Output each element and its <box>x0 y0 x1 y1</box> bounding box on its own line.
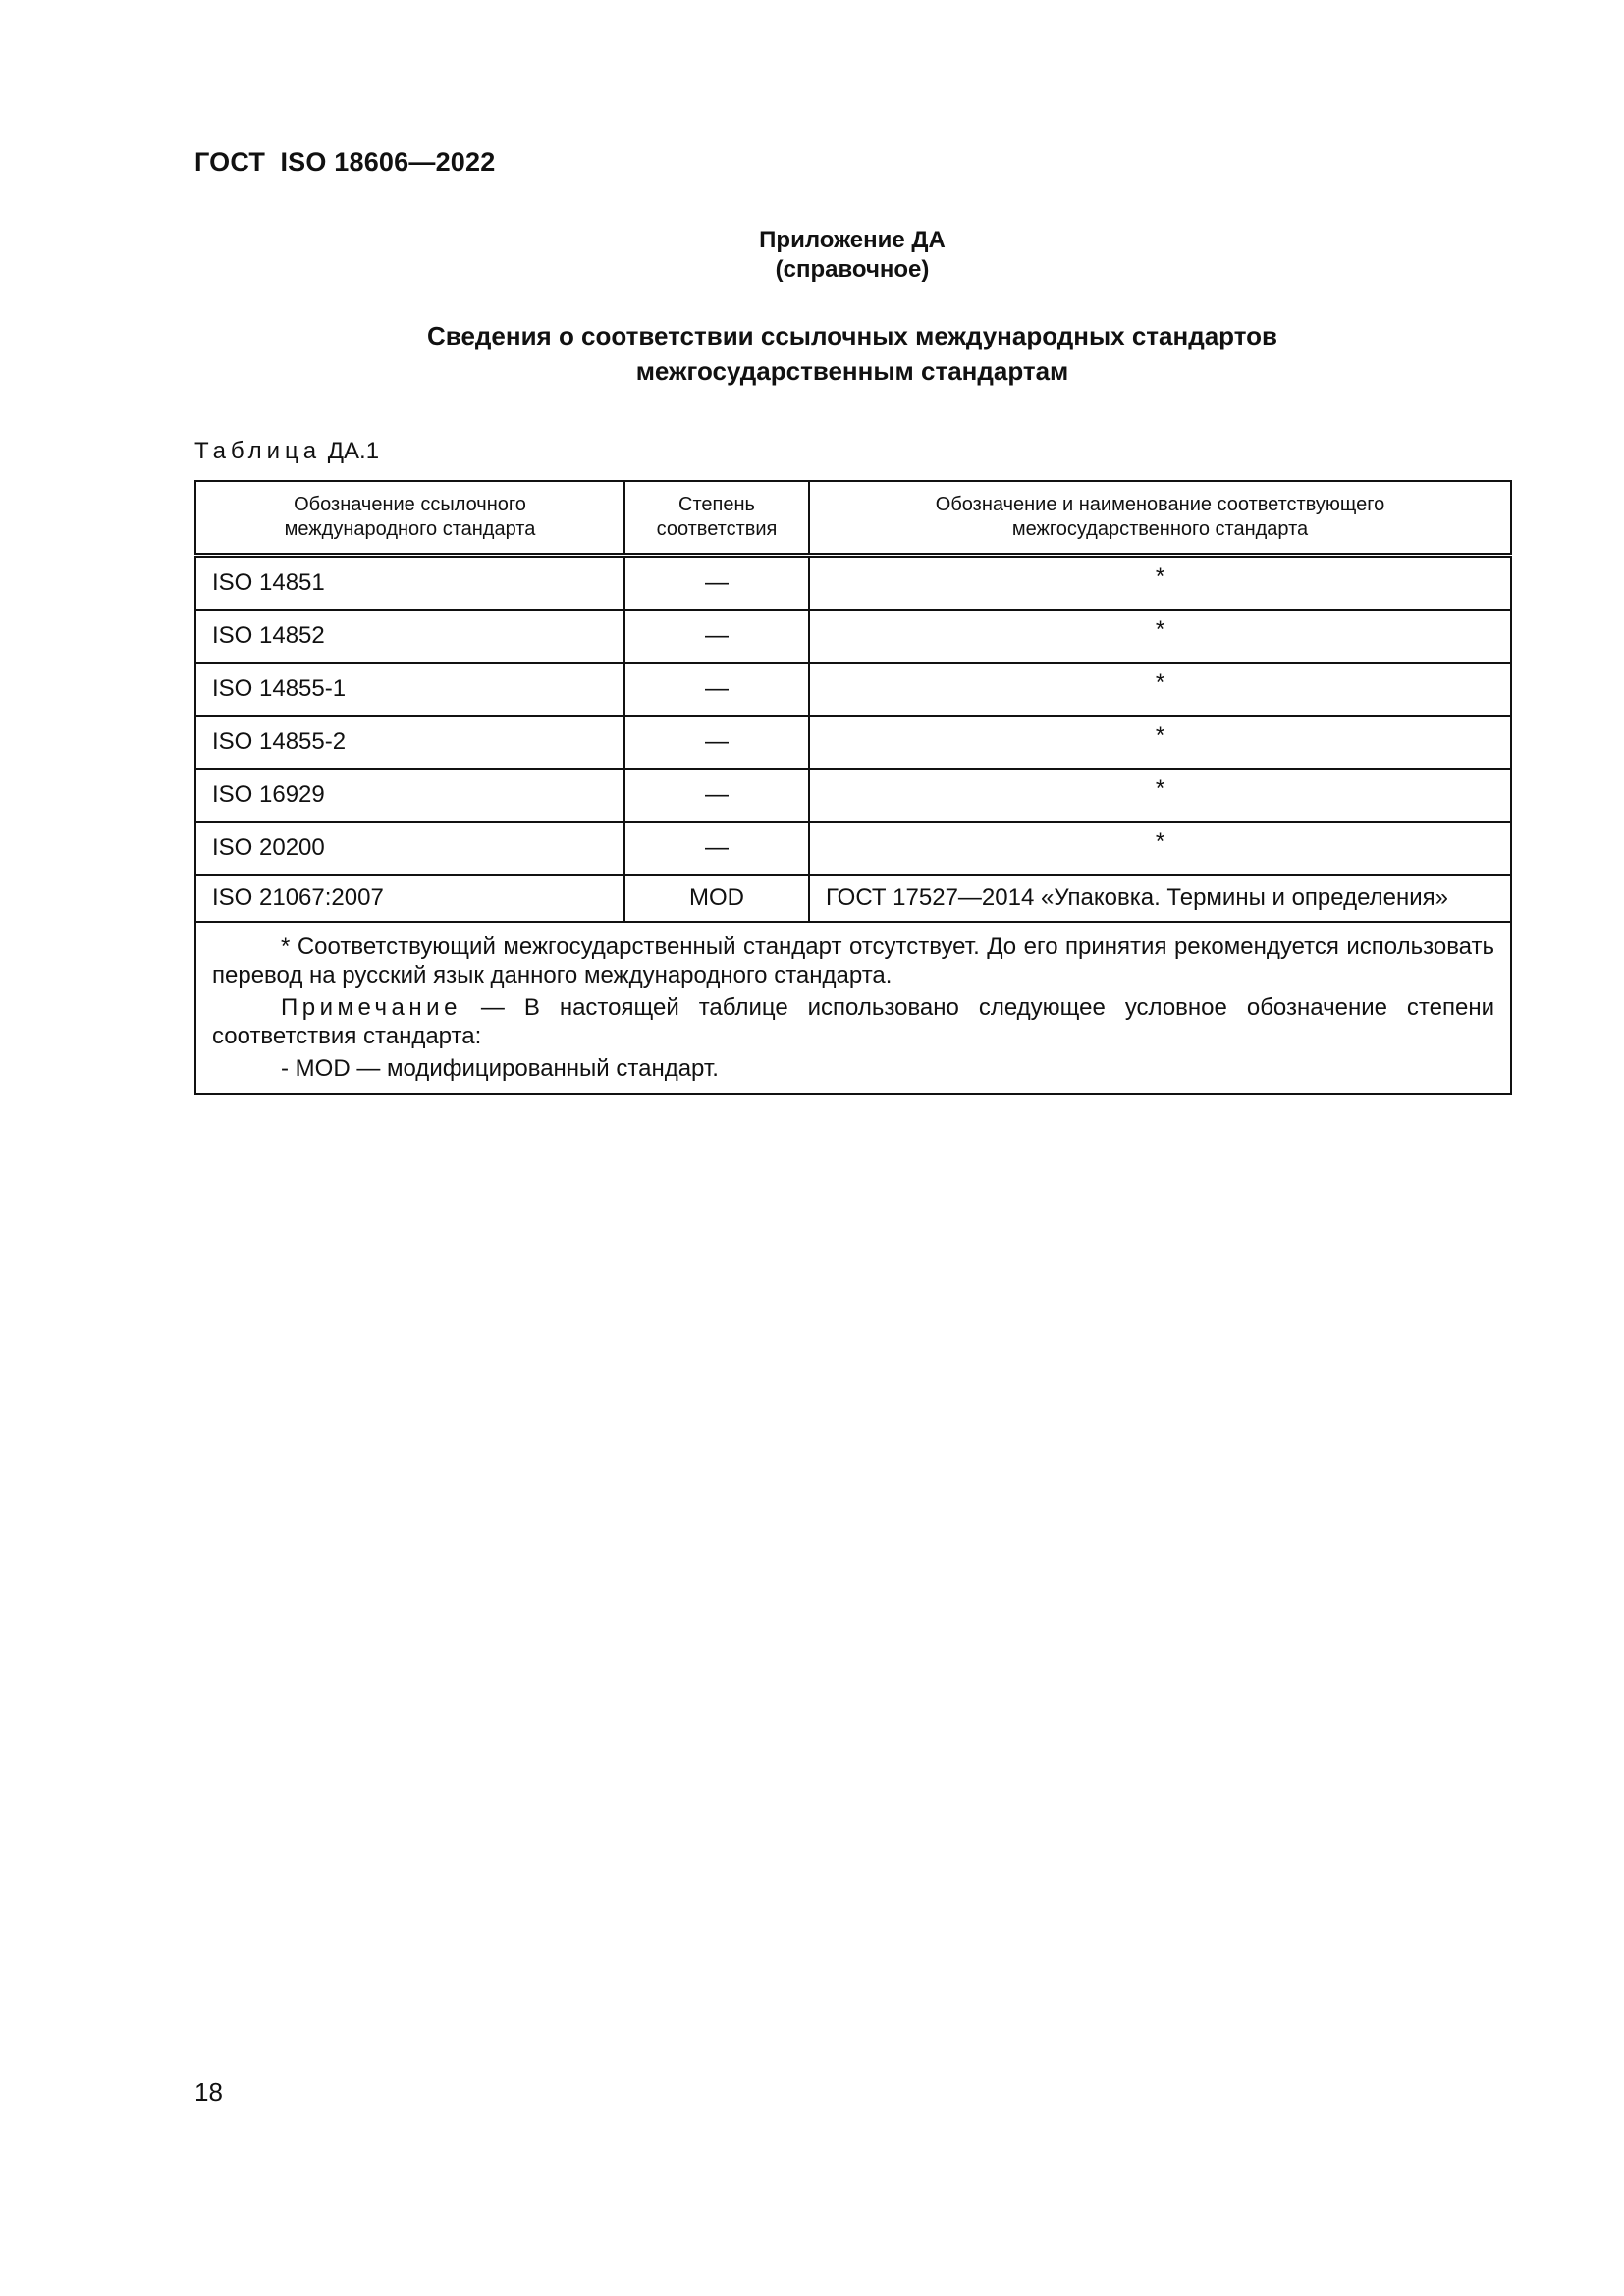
cell-standard: ISO 16929 <box>195 769 624 822</box>
cell-standard: ISO 14851 <box>195 556 624 611</box>
correspondence-table <box>194 480 1512 1095</box>
section-title-line-2: межгосударственным стандартам <box>635 356 1069 386</box>
cell-degree: — <box>624 716 809 769</box>
header-line: соответствия <box>656 518 778 540</box>
appendix-title: Приложение ДА <box>759 227 946 253</box>
table-header-row <box>195 481 1511 556</box>
table-row <box>195 663 1511 716</box>
table-row <box>195 875 1511 922</box>
cell-national: * <box>809 610 1511 663</box>
header-line: Обозначение и наименование соответствующего <box>935 494 1385 515</box>
cell-degree: MOD <box>624 875 809 922</box>
cell-national: * <box>809 716 1511 769</box>
table-row <box>195 556 1511 611</box>
section-title-line-1: Сведения о соответствии ссылочных международных стандартов <box>427 321 1277 350</box>
table-note <box>212 993 1494 1050</box>
cell-standard: ISO 14852 <box>195 610 624 663</box>
table-caption-number: ДА.1 <box>327 438 380 464</box>
header-line: Обозначение ссылочного <box>294 494 526 515</box>
legend-item: - MOD — модифицированный стандарт. <box>281 1055 719 1082</box>
cell-national: ГОСТ 17527—2014 «Упаковка. Термины и определения» <box>809 875 1511 922</box>
table-caption <box>194 438 379 465</box>
cell-degree: — <box>624 822 809 875</box>
table-notes <box>195 922 1511 1094</box>
cell-national: * <box>809 663 1511 716</box>
cell-national: * <box>809 822 1511 875</box>
note-text: — В настоящей таблице использовано следующее условное обозначение степени соответствия стандарта: <box>212 994 1494 1049</box>
table-row <box>195 610 1511 663</box>
page-number: 18 <box>194 2077 223 2107</box>
column-header-standard <box>195 481 624 556</box>
cell-standard: ISO 20200 <box>195 822 624 875</box>
cell-degree: — <box>624 663 809 716</box>
cell-national: * <box>809 769 1511 822</box>
column-header-national <box>809 481 1511 556</box>
header-line: Степень <box>678 494 755 515</box>
header-line: международного стандарта <box>284 518 536 540</box>
table-footnote: * Соответствующий межгосударственный стандарт отсутствует. До его принятия рекомендуется использовать перевод на русский язык данного международного стандарта. <box>212 934 1494 988</box>
table-caption-label: Таблица <box>194 438 322 464</box>
column-header-degree <box>624 481 809 556</box>
table-row <box>195 716 1511 769</box>
cell-standard: ISO 14855-1 <box>195 663 624 716</box>
table-notes-row <box>195 922 1511 1094</box>
document-code: ГОСТ ISO 18606—2022 <box>194 147 496 177</box>
cell-degree: — <box>624 769 809 822</box>
section-title <box>194 318 1510 389</box>
header-line: межгосударственного стандарта <box>1011 518 1309 540</box>
table-row <box>195 822 1511 875</box>
cell-standard: ISO 21067:2007 <box>195 875 624 922</box>
note-label: Примечание <box>281 994 461 1021</box>
cell-standard: ISO 14855-2 <box>195 716 624 769</box>
cell-national: * <box>809 556 1511 611</box>
table-row <box>195 769 1511 822</box>
cell-degree: — <box>624 556 809 611</box>
appendix-kind: (справочное) <box>775 256 930 283</box>
appendix-heading <box>194 226 1510 285</box>
cell-degree: — <box>624 610 809 663</box>
